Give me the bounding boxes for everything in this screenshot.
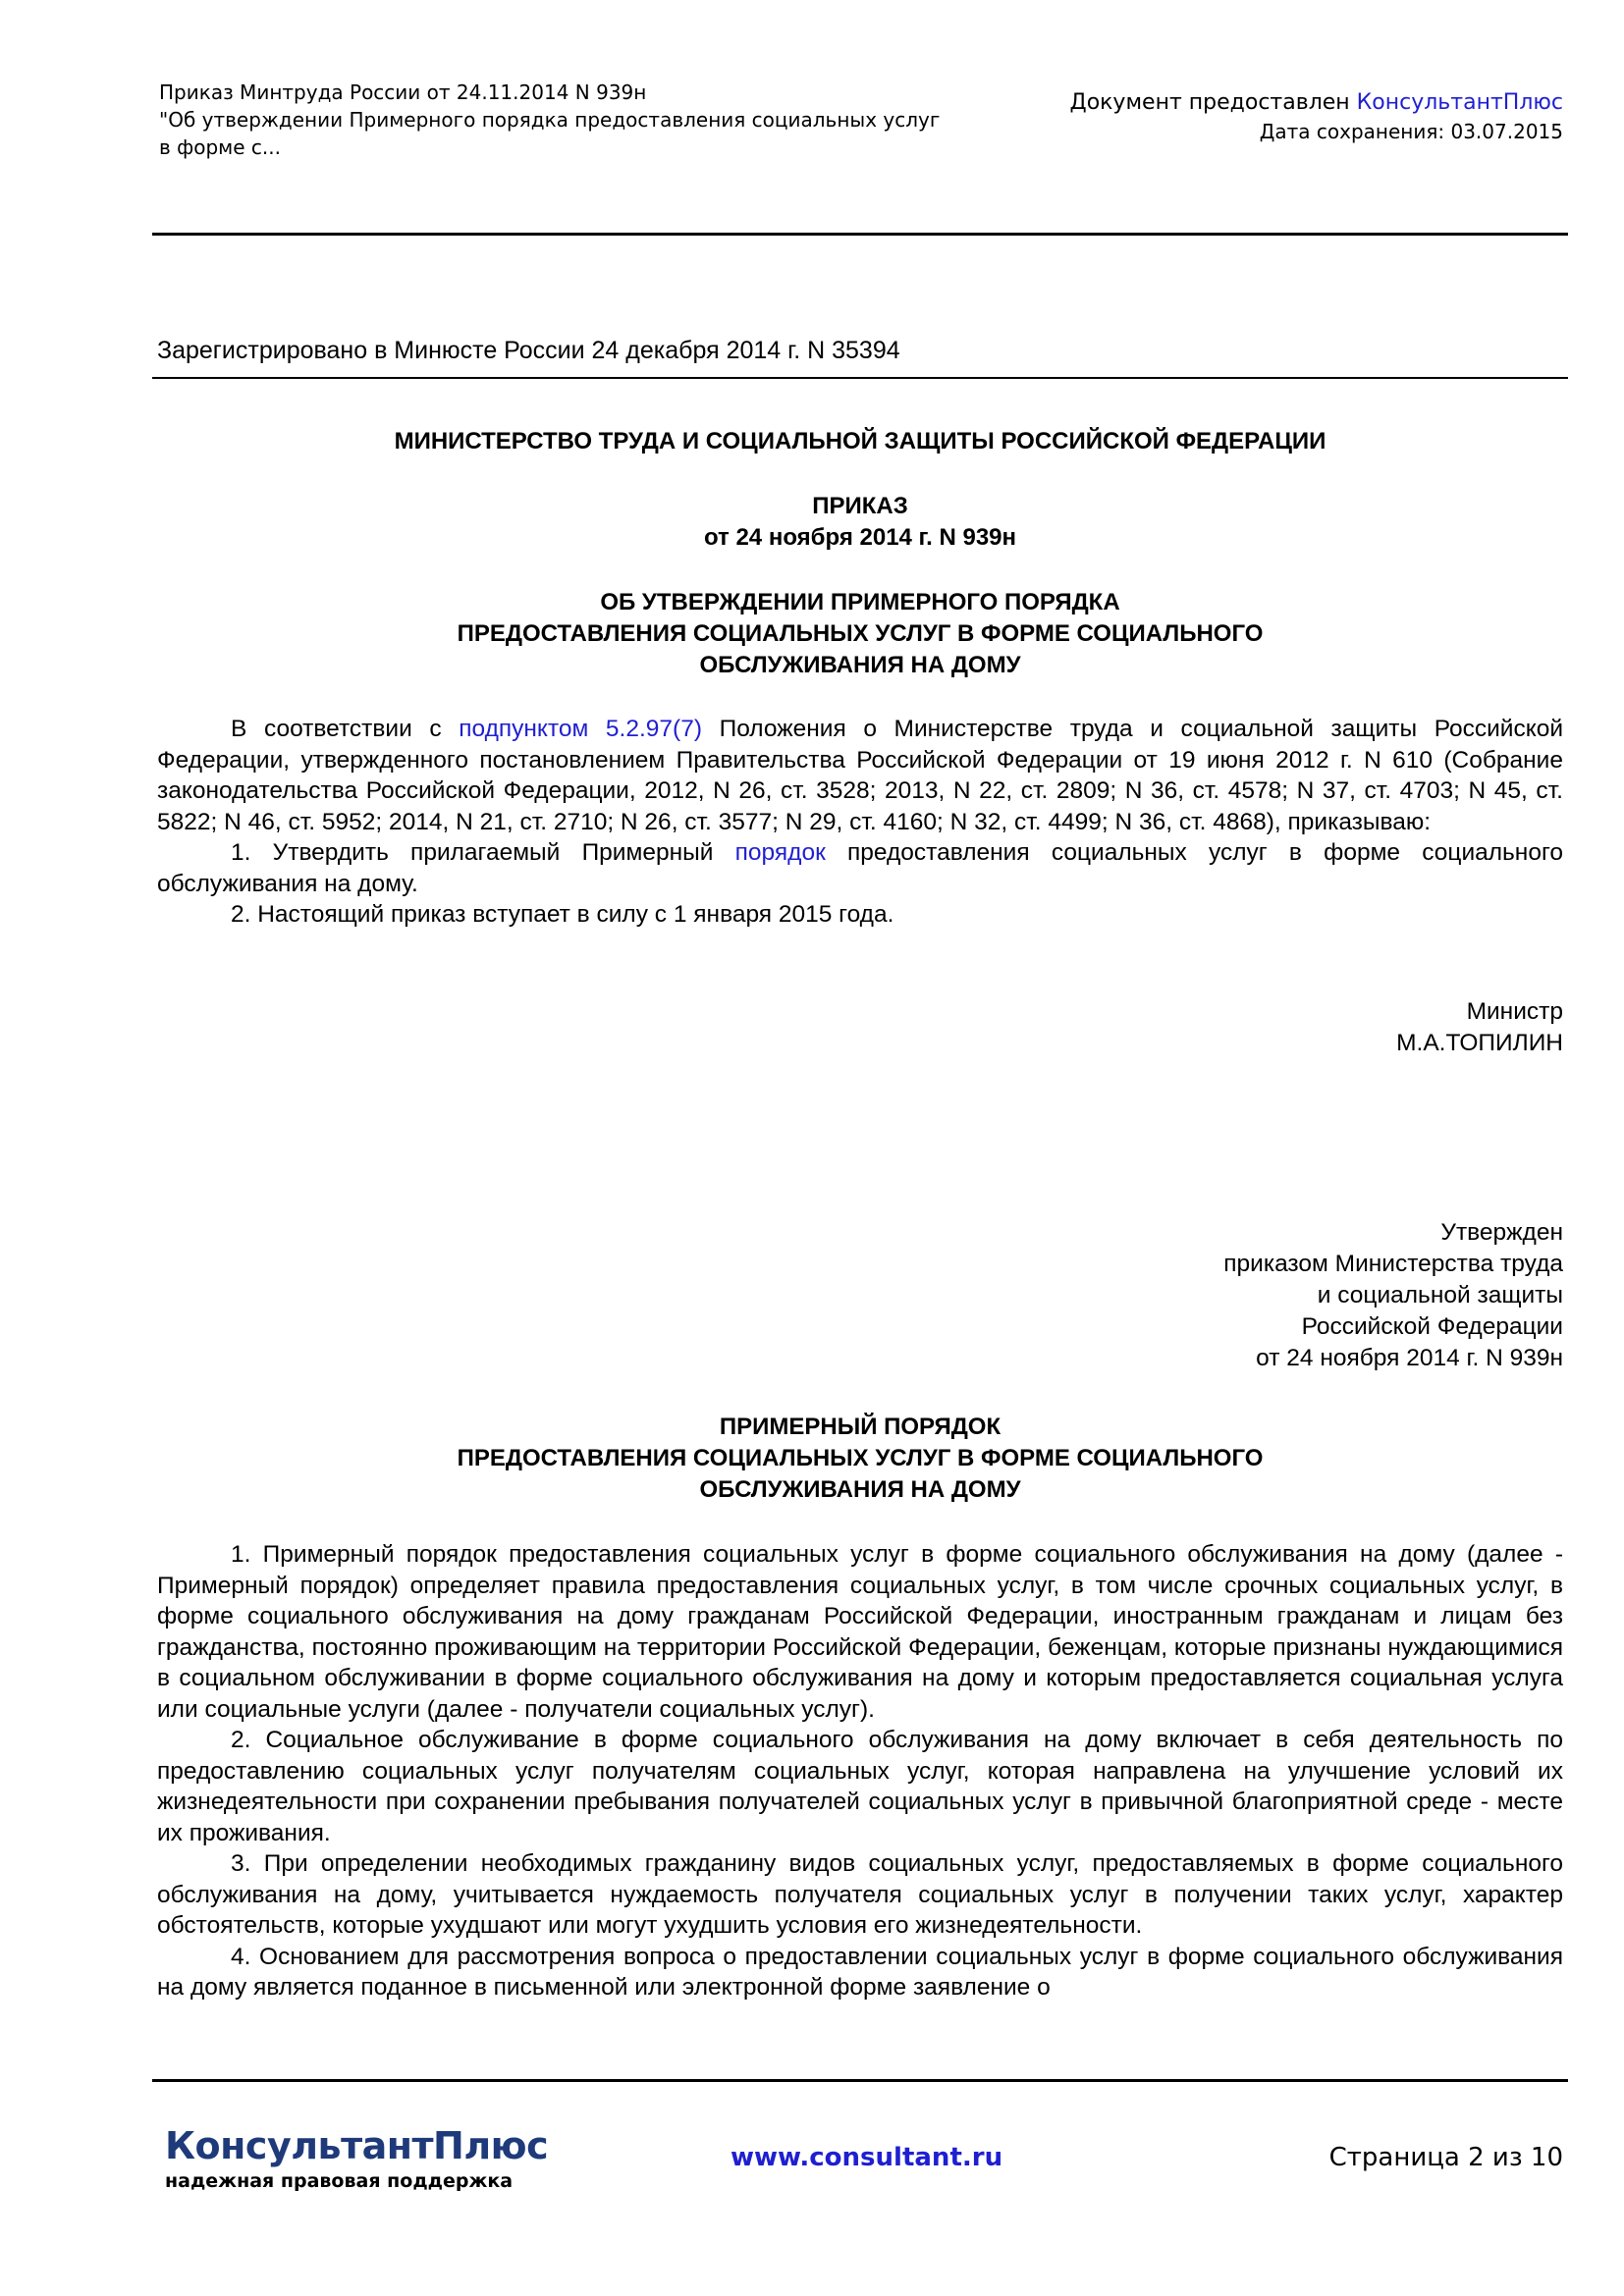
- signature-block: [1396, 996, 1563, 1059]
- order-subject-line: ОБСЛУЖИВАНИЯ НА ДОМУ: [699, 652, 1021, 678]
- doc-title-line: Приказ Минтруда России от 24.11.2014 N 939н: [159, 80, 647, 104]
- order-paragraph: [157, 837, 1563, 899]
- order-paragraph-text: предоставления социальных услуг в форме социального обслуживания на дому.: [157, 839, 1563, 897]
- order-heading: [157, 491, 1563, 554]
- signer-name: М.А.ТОПИЛИН: [1396, 1030, 1563, 1056]
- save-date: Дата сохранения: 03.07.2015: [1259, 120, 1563, 143]
- order-title: ПРИКАЗ: [812, 493, 908, 519]
- procedure-title-line: ПРЕДОСТАВЛЕНИЯ СОЦИАЛЬНЫХ УСЛУГ В ФОРМЕ СОЦИАЛЬНОГО: [457, 1445, 1264, 1471]
- provided-prefix: Документ предоставлен: [1069, 90, 1357, 115]
- approval-stamp: [1223, 1217, 1563, 1374]
- document-title: [159, 79, 945, 161]
- doc-title-line: в форме с...: [159, 135, 281, 159]
- footer-divider: [152, 2079, 1568, 2082]
- approval-line: Утвержден: [1440, 1219, 1563, 1246]
- provided-by: [1070, 88, 1564, 118]
- website-link[interactable]: www.consultant.ru: [731, 2143, 1003, 2172]
- header-divider: [152, 233, 1568, 236]
- order-paragraph-text: Положения о Министерстве труда и социальной защиты Российской Федерации, утвержденного постановлением Правительства Российской Федерации от 19 июня 2012 г. N 610 (Собрание законодательства Российской Федерации, 2012, N 26, ст. 3528; 2013, N 22, ст. 2809; N 36, ст. 4578; N 37, ст. 4703; N 45, ст. 5822; N 46, ст. 5952; 2014, N 21, ст. 2710; N 26, ст. 3577; N 29, ст. 4160; N 32, ст. 4499; N 36, ст. 4868), приказываю:: [157, 716, 1564, 835]
- procedure-title-line: ОБСЛУЖИВАНИЯ НА ДОМУ: [699, 1476, 1021, 1503]
- order-paragraph: [157, 714, 1563, 837]
- page-number: Страница 2 из 10: [1328, 2143, 1563, 2172]
- approval-line: Российской Федерации: [1301, 1313, 1563, 1340]
- consultant-link[interactable]: КонсультантПлюс: [1356, 90, 1563, 115]
- procedure-paragraph: 4. Основанием для рассмотрения вопроса о предоставлении социальных услуг в форме социального обслуживания на дому является поданное в письменной или электронной форме заявление о: [157, 1943, 1563, 2001]
- procedure-paragraph: 3. При определении необходимых гражданину видов социальных услуг, предоставляемых в форме социального обслуживания на дому, учитывается нуждаемость получателя социальных услуг в получении таких услуг, характер обстоятельств, которые ухудшают или могут ухудшить условия его жизнедеятельности.: [157, 1850, 1563, 1939]
- procedure-link[interactable]: порядок: [734, 839, 826, 866]
- registration-divider: [152, 377, 1568, 379]
- order-date-number: от 24 ноября 2014 г. N 939н: [703, 524, 1017, 551]
- order-subject-line: ОБ УТВЕРЖДЕНИИ ПРИМЕРНОГО ПОРЯДКА: [600, 589, 1120, 615]
- approval-line: от 24 ноября 2014 г. N 939н: [1256, 1345, 1563, 1371]
- doc-title-line: "Об утверждении Примерного порядка предоставления социальных услуг: [159, 108, 941, 132]
- logo-brand: КонсультантПлюс: [165, 2124, 549, 2167]
- order-subject: [157, 587, 1563, 681]
- procedure-paragraph: 1. Примерный порядок предоставления социальных услуг в форме социального обслуживания на дому (далее - Примерный порядок) определяет правила предоставления социальных услуг, в том числе срочных социальных услуг, в форме социального обслуживания на дому гражданам Российской Федерации, иностранным гражданам и лицам без гражданства, постоянно проживающим на территории Российской Федерации, беженцам, которые признаны нуждающимися в социальном обслуживании в форме социального обслуживания на дому и которым предоставляется социальная услуга или социальные услуги (далее - получатели социальных услуг).: [157, 1541, 1563, 1723]
- order-subject-line: ПРЕДОСТАВЛЕНИЯ СОЦИАЛЬНЫХ УСЛУГ В ФОРМЕ СОЦИАЛЬНОГО: [457, 620, 1264, 647]
- order-body: [157, 714, 1563, 931]
- subparagraph-link[interactable]: подпунктом 5.2.97(7): [459, 716, 702, 742]
- approval-line: и социальной защиты: [1317, 1282, 1563, 1308]
- registration-note: Зарегистрировано в Минюсте России 24 декабря 2014 г. N 35394: [157, 337, 900, 364]
- document-source: [1070, 88, 1564, 145]
- order-paragraph-text: В соответствии с: [231, 716, 460, 742]
- procedure-body: [157, 1539, 1563, 2003]
- order-paragraph-text: 1. Утвердить прилагаемый Примерный: [231, 839, 735, 866]
- consultant-logo: [165, 2124, 548, 2193]
- approval-line: приказом Министерства труда: [1223, 1251, 1563, 1277]
- logo-tagline: надежная правовая поддержка: [165, 2170, 514, 2192]
- procedure-title: [157, 1412, 1563, 1506]
- procedure-title-line: ПРИМЕРНЫЙ ПОРЯДОК: [719, 1414, 1001, 1440]
- order-paragraph: 2. Настоящий приказ вступает в силу с 1 января 2015 года.: [231, 901, 894, 928]
- procedure-paragraph: 2. Социальное обслуживание в форме социального обслуживания на дому включает в себя деятельность по предоставлению социальных услуг получателям социальных услуг, которая направлена на улучшение условий их жизнедеятельности при сохранении пребывания получателей социальных услуг в привычной благоприятной среде - месте их проживания.: [157, 1727, 1563, 1846]
- ministry-name: МИНИСТЕРСТВО ТРУДА И СОЦИАЛЬНОЙ ЗАЩИТЫ РОССИЙСКОЙ ФЕДЕРАЦИИ: [394, 428, 1326, 454]
- signer-title: Министр: [1466, 998, 1563, 1025]
